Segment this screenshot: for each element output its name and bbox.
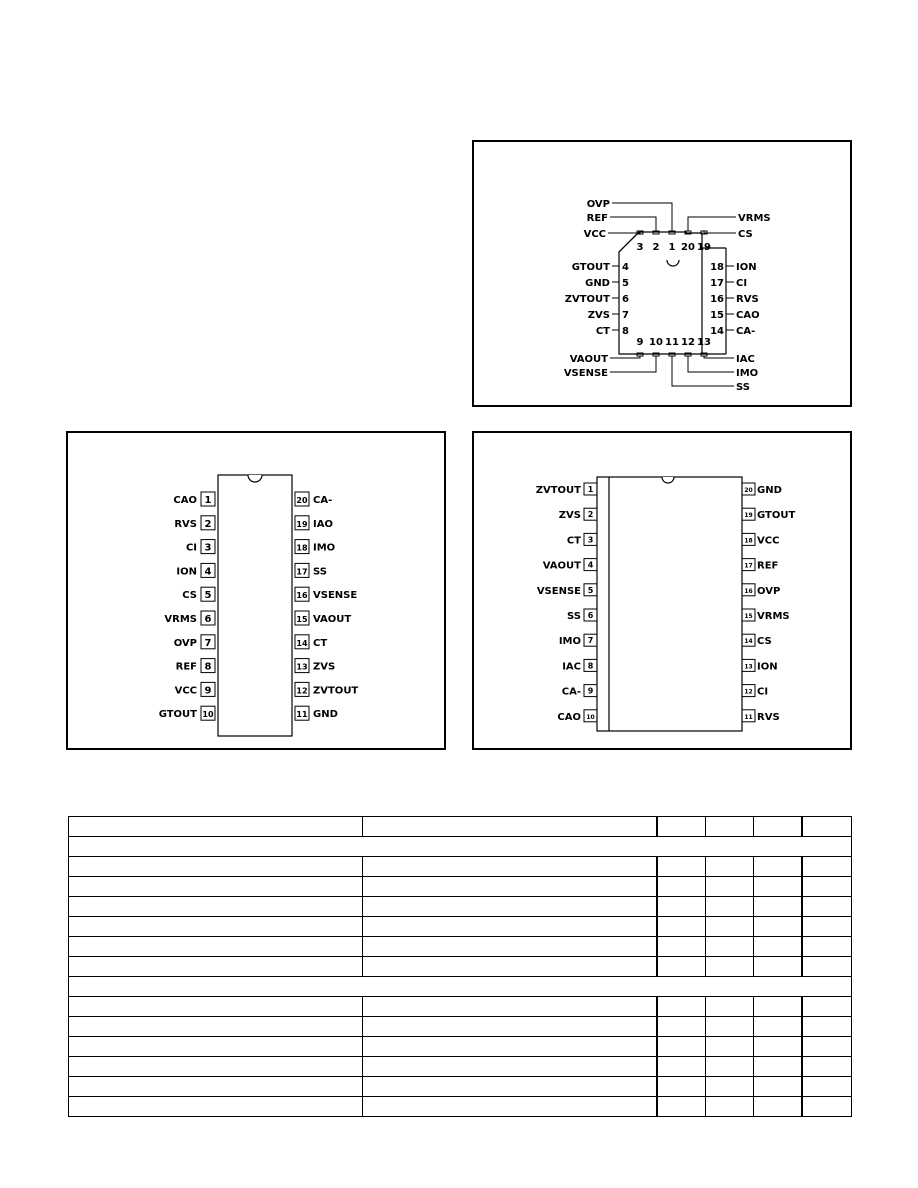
dip-body <box>218 475 292 736</box>
soic-pin-number: 1 <box>587 485 594 494</box>
dip-pin-number: 5 <box>204 590 212 602</box>
table-cell <box>754 1017 802 1037</box>
table-cell <box>69 1017 363 1037</box>
plcc-pin-label: IAC <box>736 354 755 365</box>
table-cell <box>754 817 802 837</box>
plcc-lead-line <box>704 356 734 358</box>
plcc-pin-number: 4 <box>622 262 629 273</box>
table-cell <box>363 817 657 837</box>
table-cell <box>754 957 802 977</box>
plcc-pin-label: CT <box>595 326 610 337</box>
table-cell <box>802 1057 852 1077</box>
table-cell <box>69 957 363 977</box>
table-cell <box>706 957 754 977</box>
soic-pin-label: CAO <box>557 711 581 723</box>
soic-pin-label: RVS <box>757 711 780 723</box>
dip-pin-label: VAOUT <box>313 614 352 625</box>
table-cell <box>363 1097 657 1117</box>
plcc-pin-number: 16 <box>710 294 724 305</box>
table-row <box>69 877 852 897</box>
dip-pin-label: CAO <box>173 495 197 506</box>
dip-pin-label: IAO <box>313 518 333 530</box>
table-cell <box>802 877 852 897</box>
plcc-notch <box>667 260 679 266</box>
plcc-pinout-diagram <box>474 142 854 409</box>
plcc-pinout-panel <box>472 140 852 407</box>
table-cell <box>802 817 852 837</box>
table-cell <box>69 917 363 937</box>
table-cell <box>69 897 363 917</box>
dip-pinout-diagram <box>68 433 448 752</box>
table-cell <box>363 1037 657 1057</box>
plcc-pin-number: 6 <box>622 294 629 305</box>
table-cell <box>802 937 852 957</box>
soic-pin-number: 5 <box>587 585 594 595</box>
table-cell <box>657 817 706 837</box>
plcc-pin-label: OVP <box>586 199 610 210</box>
soic-pin-label: VRMS <box>757 611 790 622</box>
table-cell <box>363 1017 657 1037</box>
plcc-pin-label: VAOUT <box>569 354 608 365</box>
table-row <box>69 1097 852 1117</box>
plcc-pin-label: VCC <box>583 229 606 240</box>
table-cell <box>69 857 363 877</box>
dip-pin-number: 8 <box>204 661 212 673</box>
table-row <box>69 897 852 917</box>
table-cell <box>802 957 852 977</box>
soic-pin-number: 16 <box>744 587 753 595</box>
table-cell <box>706 1037 754 1057</box>
soic-pin-label: GND <box>757 485 782 496</box>
dip-pin-label: REF <box>175 661 197 673</box>
plcc-pin-number: 13 <box>697 337 711 348</box>
soic-pin-label: IMO <box>558 636 581 648</box>
dip-pin-number: 9 <box>204 685 212 697</box>
dip-pin-label: ZVS <box>313 661 336 673</box>
dip-pin-number: 10 <box>202 710 214 720</box>
table-cell <box>754 1037 802 1057</box>
soic-pin-label: SS <box>567 611 581 622</box>
table-cell <box>363 937 657 957</box>
table-cell <box>657 1037 706 1057</box>
plcc-pin-label: GTOUT <box>571 262 610 273</box>
soic-pin-label: VCC <box>757 535 780 547</box>
soic-pin-number: 19 <box>744 512 753 520</box>
soic-pin-label: GTOUT <box>757 510 796 522</box>
table-cell <box>706 917 754 937</box>
soic-pin-number: 11 <box>744 713 753 721</box>
table-cell <box>802 1097 852 1117</box>
dip-pin-number: 17 <box>296 567 308 577</box>
plcc-lead-line <box>688 217 736 231</box>
soic-pin-number: 3 <box>587 535 594 545</box>
table-row <box>69 857 852 877</box>
dip-pin-label: GTOUT <box>158 709 197 721</box>
table-cell <box>363 1057 657 1077</box>
table-cell <box>802 897 852 917</box>
table-cell <box>657 857 706 877</box>
table-row <box>69 997 852 1017</box>
dip-pin-label: CA- <box>313 495 333 506</box>
soic-pin-label: IAC <box>562 661 581 673</box>
plcc-lead-line <box>610 356 640 358</box>
table-cell <box>802 997 852 1017</box>
plcc-pin-label: CAO <box>736 310 760 321</box>
plcc-pin-number: 9 <box>636 337 644 348</box>
table-cell <box>706 1057 754 1077</box>
table-cell <box>363 877 657 897</box>
table-cell <box>706 997 754 1017</box>
table-cell <box>754 1097 802 1117</box>
table-cell <box>706 1077 754 1097</box>
plcc-lead-line <box>672 356 734 386</box>
dip-pin-label: CI <box>185 542 197 554</box>
table-cell <box>802 1037 852 1057</box>
soic-pinout-panel <box>472 431 852 750</box>
table-cell <box>69 837 852 857</box>
dip-pin-label: OVP <box>173 637 197 649</box>
table-row <box>69 1037 852 1057</box>
dip-pin-label: RVS <box>174 518 197 530</box>
soic-pin-label: ZVTOUT <box>535 485 581 496</box>
table-cell <box>754 897 802 917</box>
soic-pin-label: REF <box>757 560 779 572</box>
soic-pin-label: CT <box>566 535 581 547</box>
table-row <box>69 1077 852 1097</box>
table-cell <box>69 1097 363 1117</box>
table-cell <box>69 977 852 997</box>
table-cell <box>802 1017 852 1037</box>
table-cell <box>802 857 852 877</box>
table-row <box>69 1057 852 1077</box>
dip-pin-label: VSENSE <box>313 590 358 602</box>
dip-pin-number: 16 <box>296 591 308 601</box>
dip-pin-label: GND <box>313 709 338 721</box>
plcc-pin-label: VRMS <box>738 213 771 224</box>
table-cell <box>754 997 802 1017</box>
table-row <box>69 817 852 837</box>
soic-pin-number: 9 <box>587 686 594 696</box>
table-cell <box>363 957 657 977</box>
dip-notch <box>248 475 262 482</box>
soic-pin-number: 8 <box>587 661 594 671</box>
table-cell <box>706 937 754 957</box>
table-cell <box>657 997 706 1017</box>
dip-pin-number: 4 <box>204 566 212 578</box>
plcc-pin-label: ZVS <box>587 310 610 321</box>
plcc-lead-line <box>608 231 640 233</box>
soic-pin-label: ION <box>757 661 778 673</box>
dip-pin-number: 19 <box>296 519 308 529</box>
plcc-pin-number: 8 <box>622 326 629 337</box>
plcc-pin-number: 19 <box>697 242 711 253</box>
soic-pin-number: 20 <box>744 487 753 494</box>
dip-pin-label: CS <box>182 590 197 602</box>
table-cell <box>69 937 363 957</box>
dip-pin-number: 18 <box>296 543 308 553</box>
table-row <box>69 1017 852 1037</box>
soic-pin-number: 12 <box>744 688 753 696</box>
table-cell <box>657 937 706 957</box>
soic-pin-number: 17 <box>744 562 753 570</box>
table-cell <box>657 1077 706 1097</box>
plcc-pin-number: 20 <box>681 242 695 253</box>
table-cell <box>802 917 852 937</box>
dip-pinout-panel <box>66 431 446 750</box>
table-cell <box>706 1097 754 1117</box>
table-row <box>69 957 852 977</box>
table-cell <box>754 857 802 877</box>
table-cell <box>363 1077 657 1097</box>
table-cell <box>706 877 754 897</box>
plcc-pin-number: 7 <box>622 310 629 321</box>
soic-pinout-diagram <box>474 433 854 752</box>
plcc-pin-number: 11 <box>665 337 679 348</box>
table-cell <box>69 1037 363 1057</box>
dip-pin-number: 12 <box>296 686 308 696</box>
dip-pin-number: 15 <box>296 615 308 624</box>
dip-pin-label: VRMS <box>164 614 197 625</box>
table-cell <box>69 877 363 897</box>
plcc-pin-label: ION <box>736 262 757 273</box>
dip-pin-number: 3 <box>204 542 212 554</box>
table-row <box>69 937 852 957</box>
plcc-pin-label: VSENSE <box>563 368 608 379</box>
table-cell <box>657 1017 706 1037</box>
soic-pin-number: 13 <box>744 663 753 671</box>
plcc-pin-label: ZVTOUT <box>564 294 610 305</box>
table-cell <box>754 1057 802 1077</box>
table-cell <box>69 997 363 1017</box>
soic-pin-number: 14 <box>744 638 753 646</box>
table-cell <box>706 1017 754 1037</box>
soic-notch <box>662 477 674 483</box>
dip-pin-label: CT <box>313 637 328 649</box>
table-cell <box>706 897 754 917</box>
soic-pin-label: OVP <box>757 585 781 597</box>
soic-pin-label: CS <box>757 636 772 648</box>
plcc-pin-label: IMO <box>736 368 759 379</box>
dip-pin-number: 14 <box>296 638 308 648</box>
plcc-pin-number: 18 <box>710 262 724 273</box>
plcc-pin-label: CS <box>738 229 753 240</box>
table-cell <box>657 877 706 897</box>
dip-pin-number: 7 <box>204 637 212 649</box>
table-cell <box>69 1057 363 1077</box>
plcc-lead-line <box>610 217 656 231</box>
table-cell <box>802 1077 852 1097</box>
dip-pin-number: 6 <box>204 614 212 625</box>
table-cell <box>657 1057 706 1077</box>
table-cell <box>657 957 706 977</box>
table-cell <box>657 917 706 937</box>
plcc-pin-number: 1 <box>668 242 676 253</box>
table-section-row <box>69 837 852 857</box>
table-cell <box>706 857 754 877</box>
plcc-pin-label: GND <box>585 278 610 289</box>
dip-pin-label: SS <box>313 566 327 578</box>
plcc-pin-number: 12 <box>681 337 695 348</box>
soic-pin-label: CA- <box>561 686 581 698</box>
soic-pin-number: 7 <box>587 636 594 646</box>
plcc-pin-number: 15 <box>710 310 724 321</box>
table-cell <box>363 997 657 1017</box>
table-cell <box>363 897 657 917</box>
soic-pin-label: CI <box>757 686 769 698</box>
table-cell <box>657 897 706 917</box>
soic-pin-label: VAOUT <box>542 560 581 572</box>
soic-pin-number: 4 <box>587 560 594 570</box>
table-cell <box>363 857 657 877</box>
soic-pin-number: 18 <box>744 537 753 545</box>
plcc-pin-label: REF <box>586 213 608 224</box>
table-row <box>69 917 852 937</box>
dip-pin-number: 2 <box>204 518 212 530</box>
soic-pin-number: 2 <box>587 510 594 520</box>
soic-pin-label: ZVS <box>558 510 581 522</box>
plcc-pin-number: 3 <box>636 242 644 253</box>
table-cell <box>363 917 657 937</box>
dip-pin-label: ION <box>176 566 197 578</box>
plcc-pin-number: 10 <box>649 337 663 348</box>
soic-pin-number: 15 <box>744 613 753 620</box>
plcc-pin-label: RVS <box>736 294 759 305</box>
table-cell <box>754 917 802 937</box>
table-section-row <box>69 977 852 997</box>
table-cell <box>754 877 802 897</box>
plcc-pin-number: 17 <box>710 278 724 289</box>
table-cell <box>69 1077 363 1097</box>
specification-table <box>68 816 852 1117</box>
plcc-lead-line <box>704 231 736 233</box>
soic-body <box>597 477 742 731</box>
table-cell <box>754 1077 802 1097</box>
dip-pin-number: 11 <box>296 710 308 720</box>
plcc-pin-number: 2 <box>652 242 660 253</box>
dip-pin-label: ZVTOUT <box>313 685 359 697</box>
plcc-pin-label: SS <box>736 382 750 393</box>
soic-pin-label: VSENSE <box>536 585 581 597</box>
table-cell <box>69 817 363 837</box>
dip-pin-label: IMO <box>313 542 336 554</box>
dip-pin-number: 13 <box>296 662 308 672</box>
table-cell <box>706 817 754 837</box>
plcc-pin-number: 14 <box>710 326 724 337</box>
table-cell <box>657 1097 706 1117</box>
dip-pin-number: 1 <box>204 495 212 506</box>
dip-pin-label: VCC <box>174 685 197 697</box>
table-cell <box>754 937 802 957</box>
plcc-pin-label: CA- <box>736 326 756 337</box>
dip-pin-number: 20 <box>296 496 308 505</box>
soic-pin-number: 10 <box>586 713 595 721</box>
soic-pin-number: 6 <box>587 611 594 620</box>
plcc-pin-number: 5 <box>622 278 629 289</box>
plcc-pin-label: CI <box>736 278 748 289</box>
